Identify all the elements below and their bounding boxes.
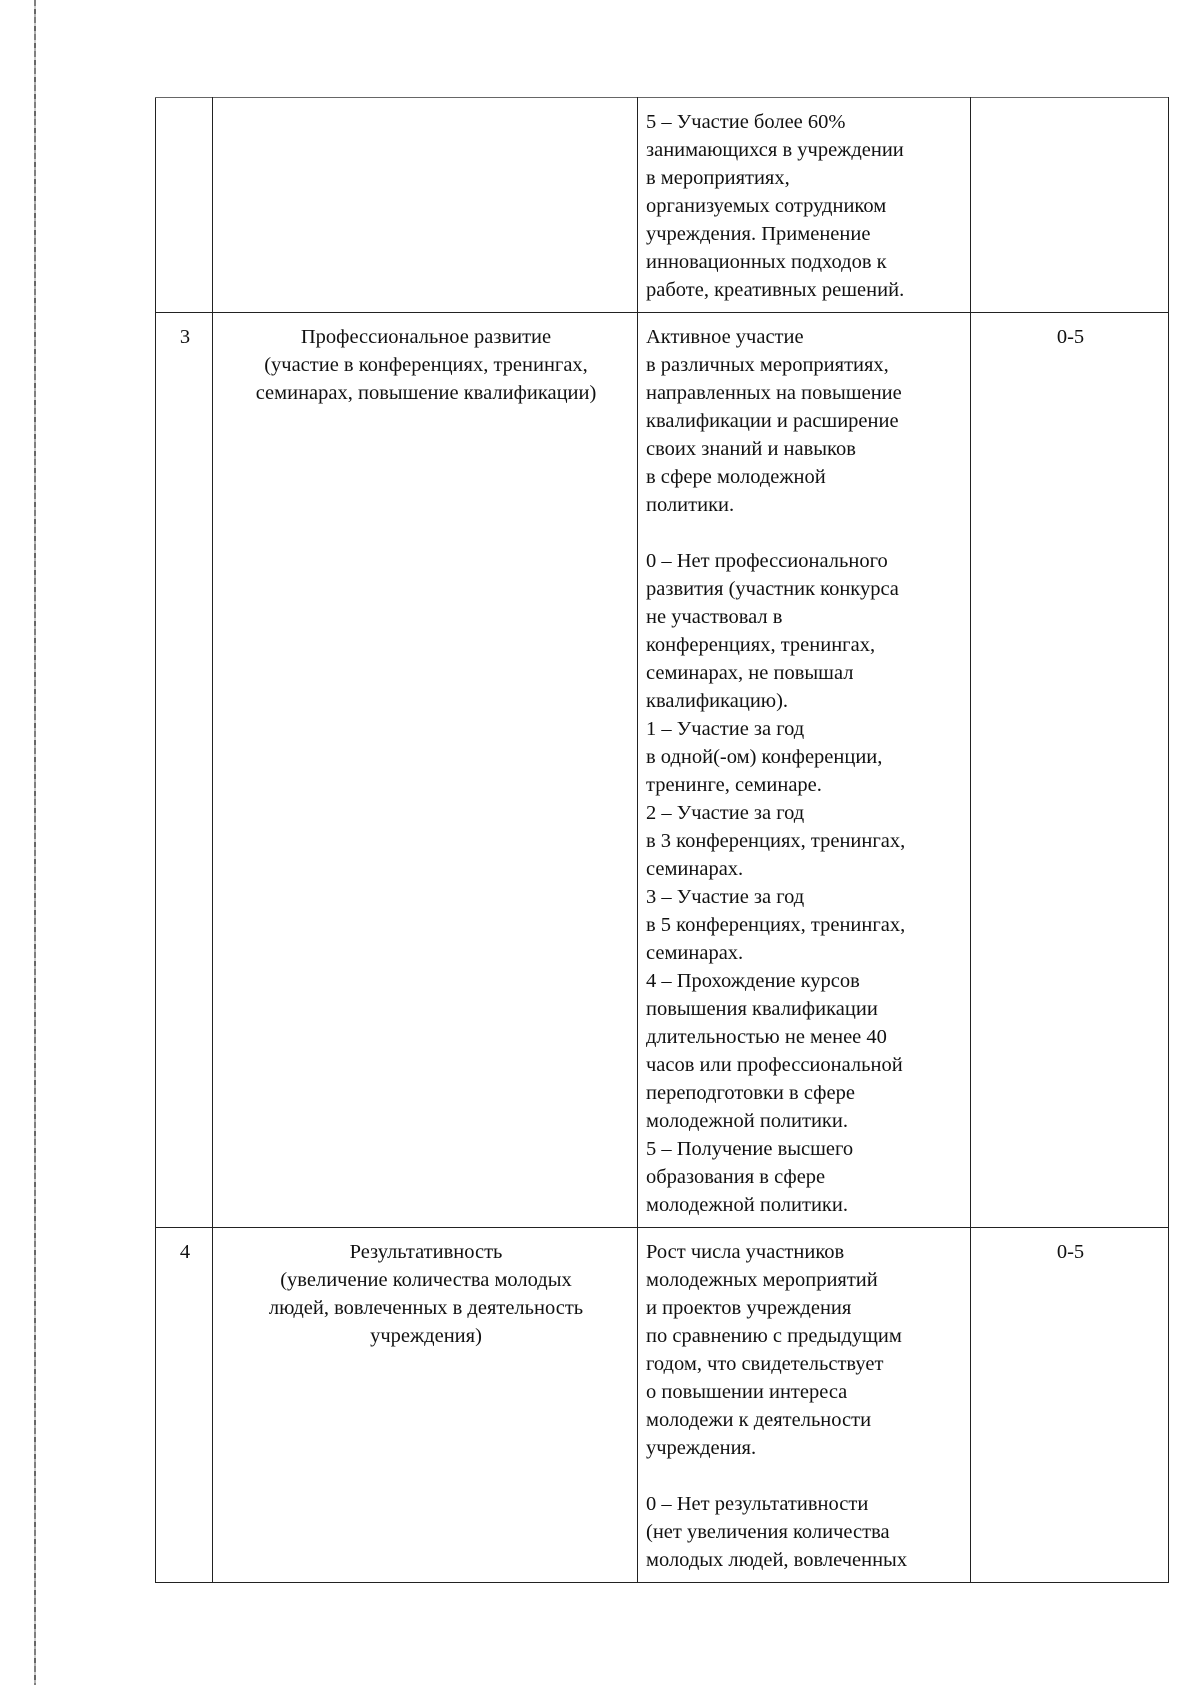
criterion-cell [213, 98, 638, 313]
description-paragraph: 5 – Участие более 60% занимающихся в учреждении в мероприятиях, организуемых сотрудником учреждения. Применение инновационных подходов к работе, креативных решений. [646, 111, 905, 301]
description-scale: 0 – Нет результативности (нет увеличения количества молодых людей, вовлеченных [646, 1493, 908, 1571]
description-paragraph: Рост числа участников молодежных мероприятий и проектов учреждения по сравнению с предыдущим годом, что свидетельствует о повышении интереса молодежи к деятельности учреждения. [646, 1241, 902, 1459]
description-scale: 0 – Нет профессионального развития (участник конкурса не участвовал в конференциях, тренингах, семинарах, не повышал квалификацию). 1 – Участие за год в одной(-ом) конференции, тренинге, семинаре. 2 – Участие за год в 3 конференциях, тренингах, семинарах. 3 – Участие за год в 5 конференциях, тренингах, семинарах. 4 – Прохождение курсов повышения квалификации длительностью не менее 40 часов или профессиональной переподготовки в сфере молодежной политики. 5 – Получение высшего образования в сфере молодежной политики. [646, 550, 906, 1216]
criterion-cell: Профессиональное развитие (участие в конференциях, тренингах, семинарах, повышение квалификации) [213, 313, 638, 1228]
description-cell [638, 98, 971, 313]
scan-edge-artifact [34, 0, 36, 1685]
description-paragraph: Активное участие в различных мероприятиях, направленных на повышение квалификации и расширение своих знаний и навыков в сфере молодежной политики. [646, 326, 902, 516]
description-cell [638, 313, 971, 1228]
table-row [156, 1228, 1169, 1583]
criterion-cell: Результативность (увеличение количества молодых людей, вовлеченных в деятельность учреждения) [213, 1228, 638, 1583]
criteria-table [155, 97, 1169, 1583]
table-row [156, 313, 1169, 1228]
score-cell [971, 98, 1169, 313]
table-row [156, 98, 1169, 313]
score-cell: 0-5 [971, 313, 1169, 1228]
row-number: 4 [156, 1228, 213, 1583]
row-number: 3 [156, 313, 213, 1228]
description-cell [638, 1228, 971, 1583]
score-cell: 0-5 [971, 1228, 1169, 1583]
row-number [156, 98, 213, 313]
